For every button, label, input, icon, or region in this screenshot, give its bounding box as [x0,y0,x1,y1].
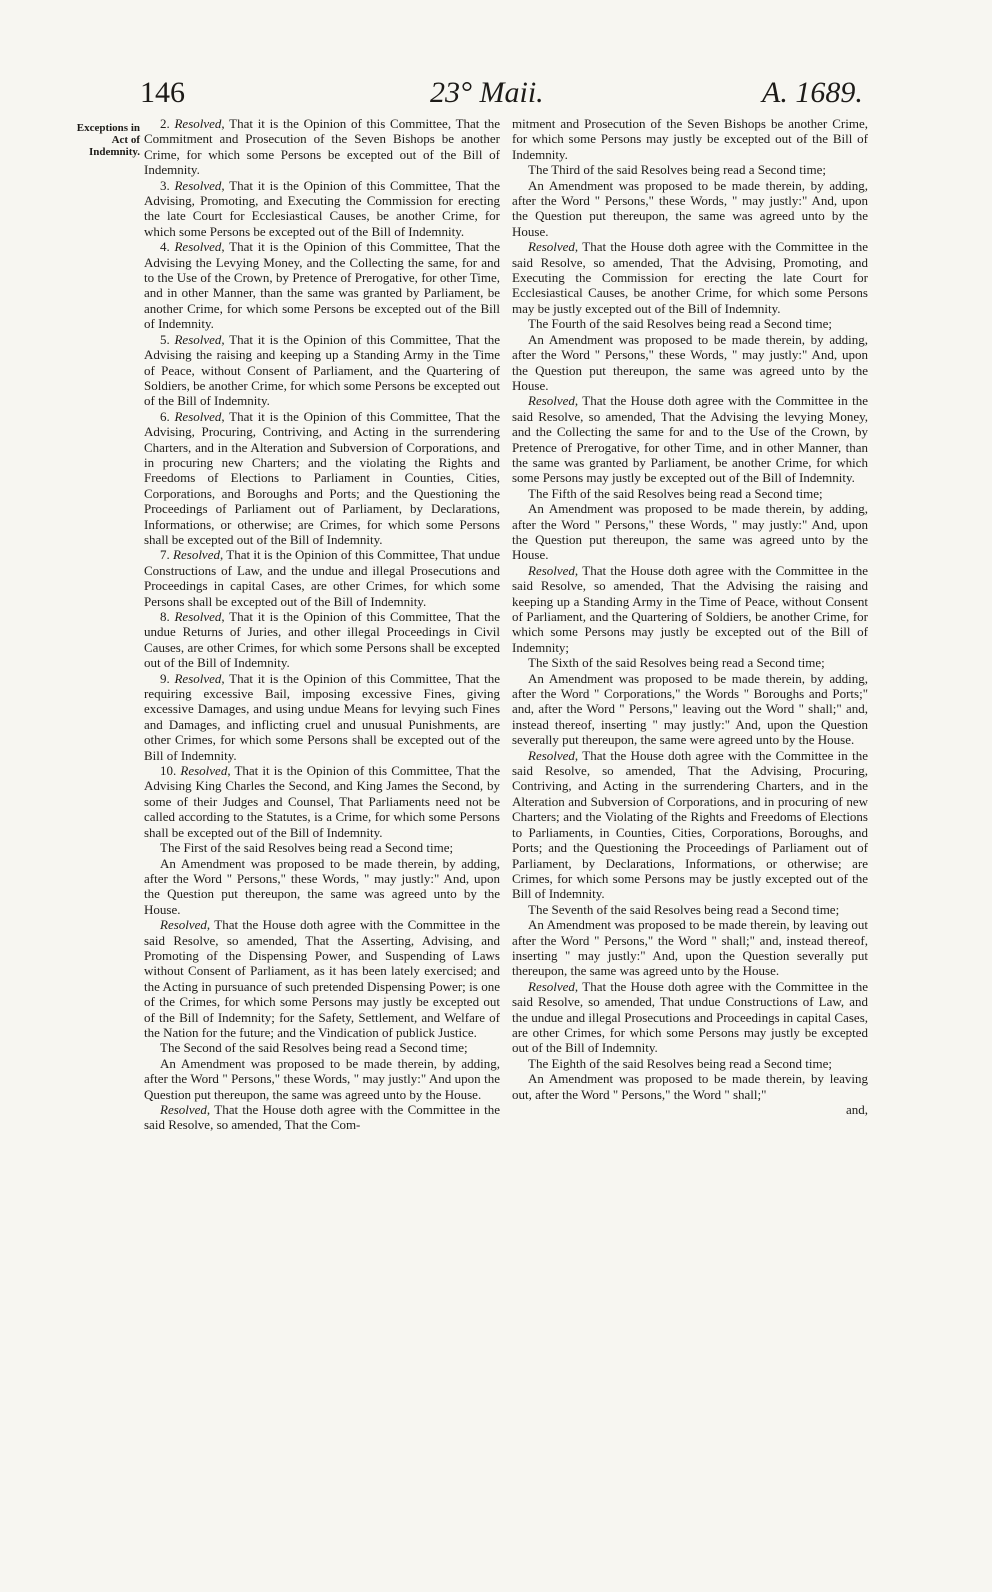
paragraph: The Sixth of the said Resolves being read a Second time; [528,655,825,671]
paragraph: Resolved, That the House doth agree with the Committee in the said Resolve, so amended, That the Com- [144,1102,500,1133]
paragraph: The Second of the said Resolves being read a Second time; [160,1040,468,1056]
paragraph: The Fifth of the said Resolves being read a Second time; [528,485,823,501]
paragraph: The Third of the said Resolves being read a Second time; [528,162,826,178]
paragraph: 10. Resolved, That it is the Opinion of this Committee, That the Advising King Charles the Second, and King James the Second, by some of their Judges and Counsel, That Parliaments need not be called according to the Statutes, is a Crime, for which some Persons shall be excepted out of the Bill of Indemnity. [144,763,501,840]
date-heading: 23° Maii. [430,76,544,109]
paragraph: An Amendment was proposed to be made therein, by leaving out after the Word " Persons," the Word " shall;" and, instead thereof, inserting " may justly:" And, upon the Question severally put thereupon, the same was agreed unto by the House. [512,917,868,979]
paragraph: An Amendment was proposed to be made therein, by adding, after the Word " Corporations," the Words " Boroughs and Ports;" and, after the Word " Persons," leaving out the Word " shall;" and, instead thereof, inserting " may justly:" And, upon the Question severally put thereupon, the same were agreed unto by the House. [512,670,868,748]
paragraph: 7. Resolved, That it is the Opinion of this Committee, That undue Constructions of Law, and the undue and illegal Prosecutions and Proceedings in capital Cases, are other Crimes, for which some Persons shall be excepted out of the Bill of Indemnity. [144,547,501,609]
paragraph: The Eighth of the said Resolves being read a Second time; [528,1055,832,1071]
page-header [0,76,992,116]
paragraph: An Amendment was proposed to be made therein, by adding, after the Word " Persons," these Words, " may justly:" And, upon the Question put thereupon, the same was agreed unto by the House. [144,855,500,917]
paragraph: mitment and Prosecution of the Seven Bishops be another Crime, for which some Persons may justly be excepted out of the Bill of Indemnity. [512,116,868,162]
paragraph: An Amendment was proposed to be made therein, by adding, after the Word " Persons," these Words, " may justly:" And upon the Question put thereupon, the same was agreed unto by the House. [144,1055,500,1102]
paragraph: Resolved, That the House doth agree with the Committee in the said Resolve, so amended, That the Advising the raising and keeping up a Standing Army in the Time of Peace, without Consent of Parliament, and the Quartering of Soldiers, be another Crime, for which some Persons may justly be excepted out of the Bill of Indemnity; [512,562,868,655]
paragraph: The Seventh of the said Resolves being read a Second time; [528,901,840,917]
paragraph: An Amendment was proposed to be made therein, by adding, after the Word " Persons," these Words, " may justly:" And, upon the Question put thereupon, the same was agreed unto by the House. [512,501,868,563]
paragraph: 4. Resolved, That it is the Opinion of this Committee, That the Advising the Levying Money, and the Collecting the same, for and to the Use of the Crown, by Pretence of Prerogative, for other Time, and in other Manner, than the same was granted by Parliament, be another Crime, for which some Persons be excepted out of the Bill of Indemnity. [144,239,501,332]
paragraph: Resolved, That the House doth agree with the Committee in the said Resolve, so amended, That undue Constructions of Law, and the undue and illegal Prosecutions and Proceedings in capital Cases, are other Crimes, for which some Persons may justly be excepted out of the Bill of Indemnity. [512,978,868,1056]
paragraph: 8. Resolved, That it is the Opinion of this Committee, That the undue Returns of Juries, and other illegal Proceedings in Civil Causes, are other Crimes, for which some Persons shall be excepted out of the Bill of Indemnity. [144,609,501,671]
page-number: 146 [140,76,185,109]
paragraph: An Amendment was proposed to be made therein, by leaving out, after the Word " Persons," the Word " shall;" [512,1071,868,1102]
right-column [512,116,868,1117]
paragraph: The Fourth of the said Resolves being read a Second time; [528,316,832,332]
catchword: and, [845,1102,868,1117]
paragraph: An Amendment was proposed to be made therein, by adding, after the Word " Persons," these Words, " may justly:" And, upon the Question put thereupon, the same was agreed unto by the House. [512,331,868,393]
paragraph: 3. Resolved, That it is the Opinion of this Committee, That the Advising, Promoting, and Executing the Commission for erecting the late Court for Ecclesiastical Causes, be another Crime, for which some Persons be excepted out of the Bill of Indemnity. [144,177,501,239]
paragraph: Resolved, That the House doth agree with the Committee in the said Resolve, so amended, That the Advising, Promoting, and Executing the Commission for erecting the late Court for Ecclesiastical Causes, be another Crime, for which some Persons may be justly excepted out of the Bill of Indemnity. [512,239,868,316]
margin-note: Exceptions in Act of Indemnity. [76,122,140,158]
paragraph: Resolved, That the House doth agree with the Committee in the said Resolve, so amended, That the Advising the levying Money, and the Collecting the same for and to the Use of the Crown, by Pretence of Prerogative, for other Time, and in other Manner, than the same was granted by Parliament, be another Crime, for which some Persons may justly be excepted out of the Bill of Indemnity. [512,393,868,486]
paragraph: Resolved, That the House doth agree with the Committee in the said Resolve, so amended, That the Advising, Procuring, Contriving, and Acting in the surrendering Charters, and in the Alteration and Subversion of Corporations, and in procuring of new Charters; and the Violating of the Rights and Freedoms of Elections to Parliaments, in Counties, Cities, Corporations, Boroughs, and Ports; and the Questioning the Proceedings of Parliament out of Parliament, by Declarations, Informations, or otherwise; are Crimes, for which some Persons may be justly excepted out of the Bill of Indemnity. [512,747,868,902]
paragraph: 2. Resolved, That it is the Opinion of this Committee, That the Commitment and Prosecution of the Seven Bishops be another Crime, for which some Persons be excepted out of the Bill of Indemnity. [144,116,501,178]
paragraph: 5. Resolved, That it is the Opinion of this Committee, That the Advising the raising and keeping up a Standing Army in the Time of Peace, without Consent of Parliament, and the Quartering of Soldiers, be another Crime, for which some Persons be excepted out of the Bill of Indemnity. [144,331,501,409]
paragraph: Resolved, That the House doth agree with the Committee in the said Resolve, so amended, That the Asserting, Advising, and Promoting of the Dispensing Power, and Suspending of Laws without Consent of Parliament, as it has been lately exercised; and the Acting in pursuance of such pretended Dispensing Power; is one of the Crimes, for which some Persons may justly be excepted out of the Bill of Indemnity; for the Safety, Settlement, and Welfare of the Nation for the future; and the Vindication of publick Justice. [144,917,500,1040]
left-column [144,116,500,1133]
paragraph: 6. Resolved, That it is the Opinion of this Committee, That the Advising, Procuring, Contriving, and Acting in the surrendering Charters, and in the Alteration and Subversion of Corporations, and in procuring new Charters; and the violating the Rights and Freedoms of Elections to Parliament in Counties, Cities, Corporations, and Boroughs and Ports; and the Questioning the Proceedings of Parliament out of Parliament, by Declarations, Informations, or otherwise; are Crimes, for which some Persons shall be excepted out of the Bill of Indemnity. [144,408,501,547]
paragraph: An Amendment was proposed to be made therein, by adding, after the Word " Persons," these Words, " may justly:" And, upon the Question put thereupon, the same was agreed unto by the House. [512,177,868,239]
paragraph: The First of the said Resolves being read a Second time; [160,840,454,856]
paragraph: 9. Resolved, That it is the Opinion of this Committee, That the requiring excessive Bail, imposing excessive Fines, giving excessive Damages, and using undue Means for levying such Fines and Damages, and inflicting cruel and unusual Punishments, are other Crimes, for which some Persons shall be excepted out of the Bill of Indemnity. [144,670,501,763]
year-heading: A. 1689. [762,76,863,109]
